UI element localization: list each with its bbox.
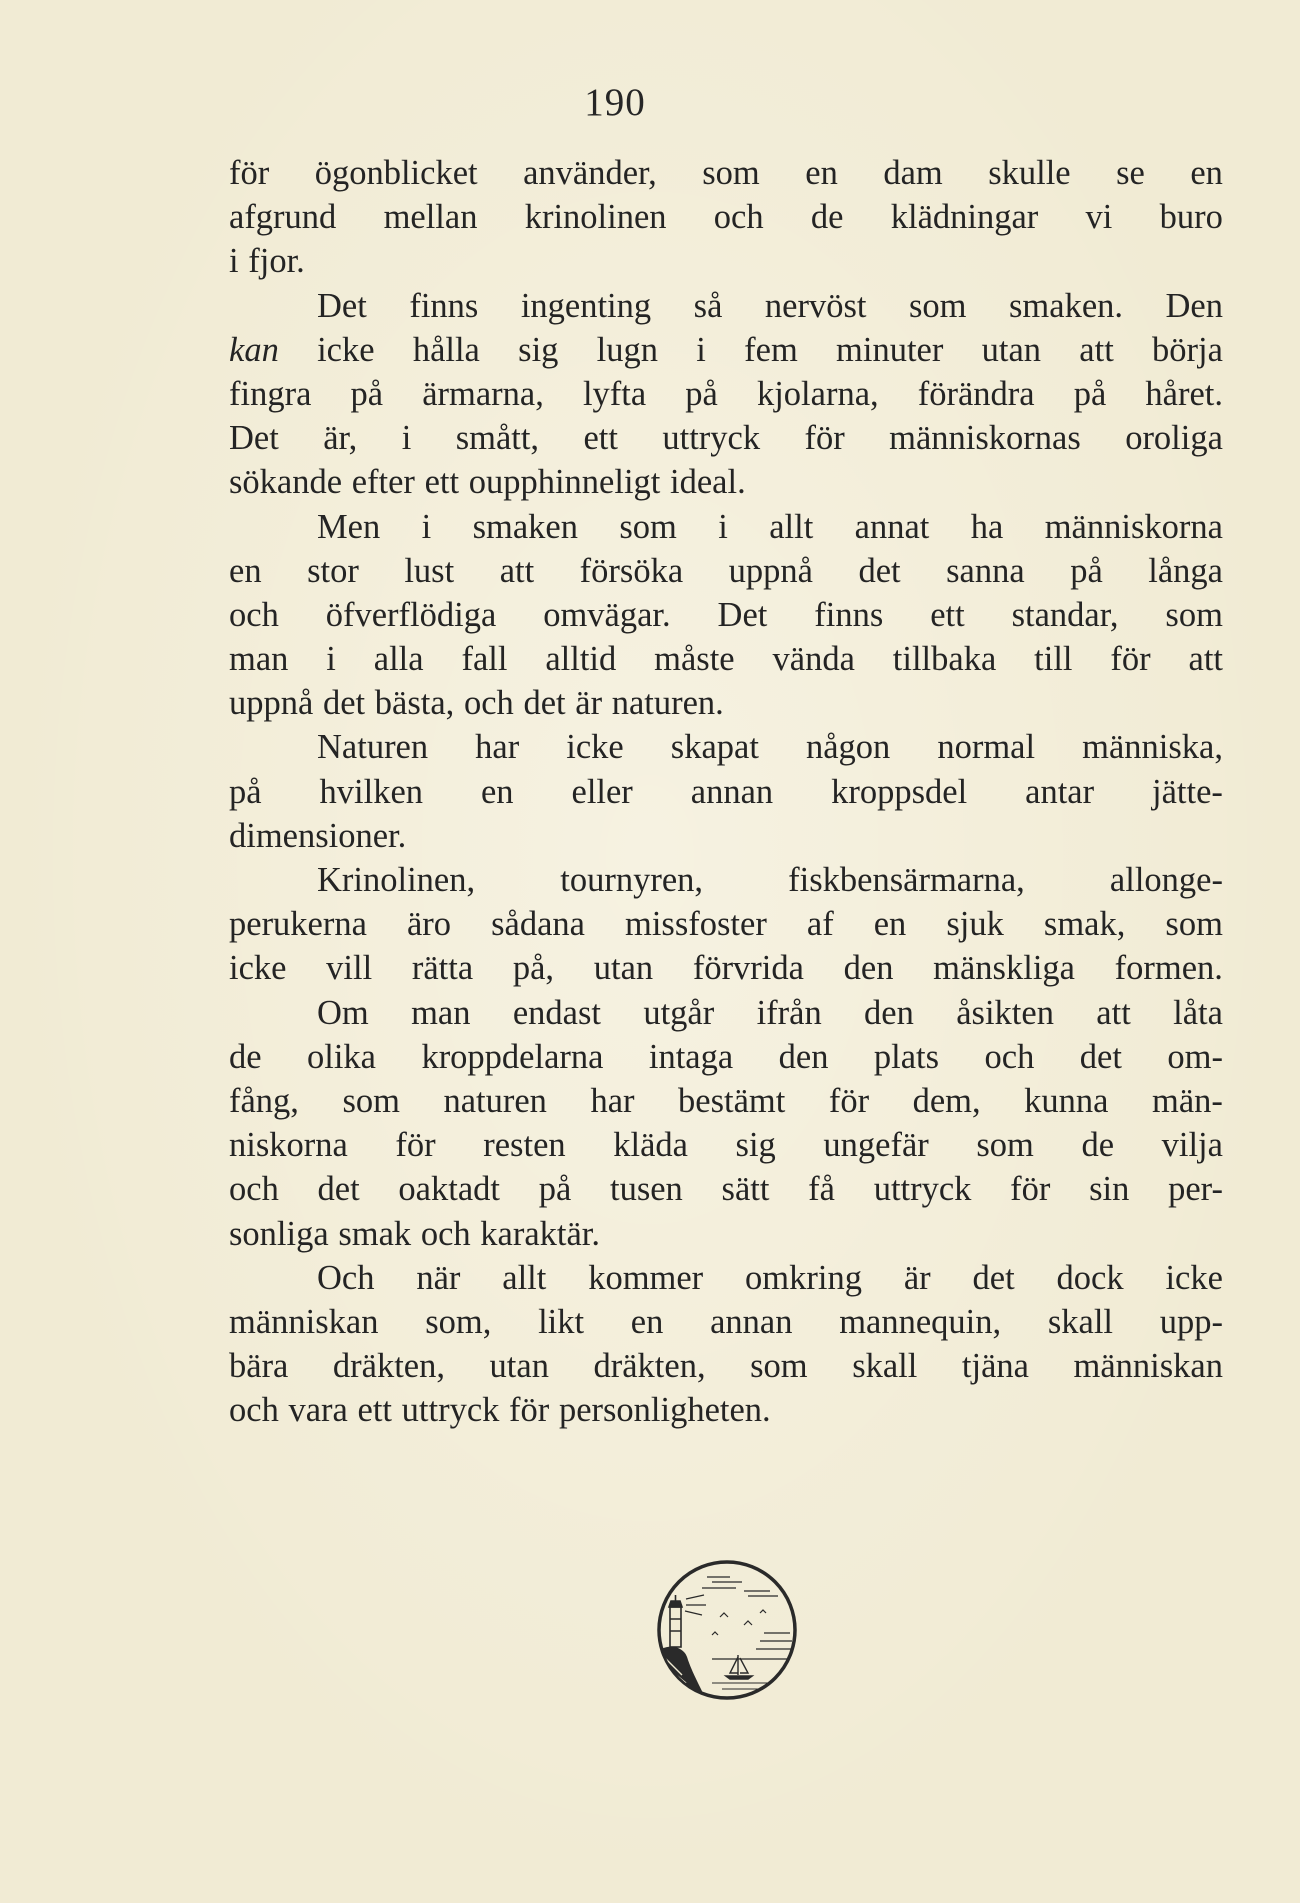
word: att	[1188, 640, 1223, 679]
text-line	[229, 1300, 1223, 1344]
word: låta	[1173, 993, 1223, 1032]
word: jätte-	[1152, 772, 1223, 811]
word: smått,	[455, 419, 540, 458]
word: den	[778, 1037, 829, 1076]
word: som	[1165, 595, 1223, 634]
word: intaga	[648, 1037, 734, 1076]
word: uttryck	[662, 419, 761, 458]
word: människornas	[889, 419, 1081, 458]
word: i	[229, 242, 239, 281]
word: långa	[1148, 551, 1223, 590]
word: icke	[566, 728, 624, 767]
word: har	[475, 728, 520, 767]
word: vill	[326, 949, 373, 988]
word: upp-	[1159, 1302, 1223, 1341]
word: ha	[970, 507, 1004, 546]
word: och	[463, 684, 514, 723]
text-line	[229, 1344, 1223, 1388]
word: efter	[351, 463, 415, 502]
word: ärmarna,	[422, 374, 544, 413]
word: smak	[338, 1214, 412, 1253]
word: utan	[593, 949, 654, 988]
text-line	[229, 1167, 1223, 1211]
word: att	[1079, 330, 1114, 369]
word: det	[317, 1170, 360, 1209]
word: formen.	[1114, 949, 1223, 988]
word: omkring	[745, 1258, 862, 1297]
word: uppnå	[728, 551, 813, 590]
word: förändra	[917, 374, 1035, 413]
word: uttryck	[401, 1391, 500, 1430]
word: hålla	[412, 330, 480, 369]
word: på	[1073, 374, 1107, 413]
word: ifrån	[756, 993, 822, 1032]
word: det	[523, 684, 566, 723]
word: på	[538, 1170, 572, 1209]
word: som	[976, 1126, 1034, 1165]
word: mellan	[383, 198, 478, 237]
word: sätt	[721, 1170, 770, 1209]
word: börja	[1152, 330, 1223, 369]
vignette-clouds	[702, 1577, 742, 1588]
word: ideal.	[670, 463, 746, 502]
page-number: 190	[584, 81, 646, 124]
word: och	[713, 198, 764, 237]
text-line	[229, 549, 1223, 593]
lighthouse-vignette-icon	[652, 1555, 802, 1705]
word: lyfta	[582, 374, 647, 413]
word: afgrund	[229, 198, 337, 237]
word: för	[1010, 1170, 1051, 1209]
word: smak,	[1043, 905, 1126, 944]
word: fingra	[229, 374, 312, 413]
word: allt	[502, 1258, 547, 1297]
word: karaktär.	[480, 1214, 601, 1253]
word: utan	[981, 330, 1042, 369]
text-line	[229, 858, 1223, 902]
vignette-lighthouse	[670, 1607, 681, 1647]
word: icke	[317, 330, 375, 369]
word: på,	[512, 949, 555, 988]
word: annan	[690, 772, 774, 811]
word: kunna	[1024, 1081, 1109, 1120]
word: och	[984, 1037, 1035, 1076]
word: alla	[373, 640, 424, 679]
word: en	[873, 905, 907, 944]
word: Krinolinen,	[317, 861, 476, 899]
word: det	[1079, 1037, 1122, 1076]
word: hvilken	[319, 772, 424, 811]
word: sig	[735, 1126, 776, 1165]
word: rätta	[411, 949, 474, 988]
word: Det	[717, 595, 768, 634]
text-line	[229, 814, 1223, 858]
word: allt	[769, 507, 814, 546]
text-line	[229, 460, 1223, 504]
word: det	[972, 1258, 1015, 1297]
word: plats	[873, 1037, 940, 1076]
word: dock	[1056, 1258, 1124, 1297]
word: äro	[406, 905, 452, 944]
text-line	[229, 1035, 1223, 1079]
word: eller	[571, 772, 633, 811]
word: icke	[229, 949, 287, 988]
word: bestämt	[678, 1081, 786, 1120]
word: minuter	[836, 330, 944, 369]
text-line	[229, 1388, 1223, 1432]
body-text	[229, 151, 1223, 1432]
word: bästa,	[374, 684, 455, 723]
word: en	[630, 1302, 664, 1341]
word: Om	[317, 993, 369, 1032]
word: måste	[654, 640, 735, 679]
word: af	[806, 905, 834, 944]
word: och	[420, 1214, 471, 1253]
word: Den	[1165, 286, 1223, 325]
word: som	[908, 286, 967, 325]
word: oupphinneligt	[468, 463, 661, 502]
word: skulle	[988, 154, 1071, 192]
word: tusen	[609, 1170, 683, 1209]
word: smaken.	[1009, 286, 1124, 325]
word: så	[693, 286, 723, 325]
word: krinolinen	[524, 198, 667, 237]
word: klädningar	[890, 198, 1039, 237]
word: de	[810, 198, 844, 237]
word: vara	[288, 1391, 348, 1430]
text-line	[229, 239, 1223, 283]
word: som	[342, 1081, 400, 1120]
word: finns	[814, 595, 884, 634]
text-line	[229, 1212, 1223, 1256]
text-line	[229, 151, 1223, 195]
word: bära	[229, 1347, 289, 1386]
word: Och	[317, 1258, 375, 1297]
word: på	[685, 374, 718, 413]
word: niskorna	[229, 1126, 348, 1165]
word: öfverflödiga	[325, 595, 497, 634]
word: vilja	[1161, 1126, 1223, 1165]
word: förvrida	[692, 949, 804, 988]
word: fjor.	[248, 242, 305, 281]
word: antar	[1025, 772, 1095, 811]
word: och	[229, 1170, 279, 1209]
word: och	[229, 595, 279, 634]
word: standar,	[1011, 595, 1119, 634]
word: när	[416, 1258, 461, 1297]
word: den	[864, 993, 914, 1032]
word: försöka	[579, 551, 684, 590]
word: dräkten,	[332, 1347, 445, 1386]
word: per-	[1168, 1170, 1223, 1209]
word: är	[575, 684, 603, 723]
word: dam	[883, 154, 943, 192]
word: skapat	[670, 728, 759, 767]
word: att	[499, 551, 535, 590]
word: kan	[229, 330, 279, 369]
word: man	[229, 640, 289, 679]
word: sig	[518, 330, 559, 369]
word: för	[828, 1081, 870, 1120]
word: olika	[307, 1037, 376, 1076]
word: skall	[852, 1347, 918, 1386]
word: uppnå	[229, 684, 314, 723]
text-line	[229, 328, 1223, 372]
word: kroppdelarna	[421, 1037, 604, 1076]
word: tillbaka	[892, 640, 997, 679]
word: sådana	[491, 905, 585, 944]
word: ett	[930, 595, 965, 634]
word: som	[1165, 905, 1223, 944]
word: fiskbensärmarna,	[788, 861, 1025, 899]
word: sökande	[229, 463, 343, 502]
word: dem,	[912, 1081, 981, 1120]
word: ett	[583, 419, 618, 458]
word: för	[229, 154, 270, 192]
word: sin	[1089, 1170, 1130, 1209]
word: Det	[317, 286, 367, 325]
word: människan	[229, 1302, 379, 1341]
word: en	[480, 772, 514, 811]
word: använder,	[523, 154, 657, 192]
word: i	[696, 330, 706, 369]
text-line	[229, 946, 1223, 990]
word: har	[590, 1081, 635, 1120]
text-line	[229, 416, 1223, 460]
word: nervöst	[764, 286, 867, 325]
word: som,	[425, 1302, 492, 1341]
word: fall	[461, 640, 508, 679]
word: de	[229, 1037, 262, 1076]
word: lust	[404, 551, 455, 590]
word: vända	[772, 640, 855, 679]
word: finns	[409, 286, 479, 325]
text-line	[229, 991, 1223, 1035]
word: resten	[483, 1126, 566, 1165]
word: naturen	[443, 1081, 547, 1120]
word: alltid	[545, 640, 617, 679]
word: den	[843, 949, 894, 988]
word: allonge-	[1109, 861, 1223, 899]
word: som	[619, 507, 677, 546]
text-line	[229, 1123, 1223, 1167]
word: om-	[1167, 1037, 1223, 1076]
word: ungefär	[823, 1126, 929, 1165]
word: personligheten.	[558, 1391, 771, 1430]
word: se	[1116, 154, 1145, 192]
word: på	[229, 772, 262, 811]
word: åsikten	[956, 993, 1054, 1032]
word: kläda	[613, 1126, 688, 1165]
word: ett	[424, 463, 460, 502]
word: smaken	[472, 507, 578, 546]
word: för	[1110, 640, 1151, 679]
word: det	[322, 684, 366, 723]
word: utan	[489, 1347, 549, 1386]
word: Det	[229, 419, 279, 458]
word: utgår	[643, 993, 715, 1032]
word: likt	[538, 1302, 585, 1341]
word: normal	[937, 728, 1036, 767]
word: och	[229, 1391, 279, 1430]
word: omvägar.	[543, 595, 671, 634]
text-line	[229, 505, 1223, 549]
vignette-birds	[712, 1610, 766, 1635]
word: för	[395, 1126, 436, 1165]
word: annan	[710, 1302, 793, 1341]
word: som	[750, 1347, 808, 1386]
word: oaktadt	[398, 1170, 500, 1209]
word: ett	[357, 1391, 392, 1430]
word: människa,	[1082, 728, 1223, 767]
word: fång,	[229, 1081, 299, 1120]
word: stor	[307, 551, 359, 590]
word: skall	[1047, 1302, 1114, 1341]
word: fem	[744, 330, 798, 369]
word: i	[401, 419, 412, 458]
vignette-sailboat	[730, 1655, 748, 1675]
word: i	[718, 507, 728, 546]
text-line	[229, 681, 1223, 725]
word: man	[411, 993, 471, 1032]
word: Naturen	[317, 728, 429, 767]
word: mänskliga	[933, 949, 1075, 988]
word: missfoster	[625, 905, 767, 944]
text-line	[229, 770, 1223, 814]
word: perukerna	[229, 905, 367, 944]
word: ögonblicket	[314, 154, 478, 192]
word: en	[805, 154, 838, 192]
word: Men	[317, 507, 381, 546]
word: naturen.	[611, 684, 724, 723]
word: sjuk	[946, 905, 1004, 944]
text-line	[229, 637, 1223, 681]
word: uttryck	[873, 1170, 972, 1209]
word: i	[326, 640, 336, 679]
text-line	[229, 372, 1223, 416]
word: sanna	[946, 551, 1025, 590]
word: lugn	[596, 330, 659, 369]
text-line	[229, 1079, 1223, 1123]
word: på	[350, 374, 384, 413]
word: på	[1070, 551, 1103, 590]
word: att	[1096, 993, 1131, 1032]
word: ingenting	[520, 286, 652, 325]
text-line	[229, 284, 1223, 328]
word: få	[808, 1170, 835, 1209]
text-line	[229, 1256, 1223, 1300]
word: är,	[323, 419, 358, 458]
word: är	[903, 1258, 931, 1297]
word: tjäna	[961, 1347, 1029, 1386]
word: tournyren,	[560, 861, 704, 899]
word: dimensioner.	[229, 816, 407, 855]
word: buro	[1159, 198, 1223, 237]
word: till	[1034, 640, 1073, 679]
word: en	[1190, 154, 1223, 192]
word: annat	[854, 507, 930, 546]
word: som	[702, 154, 760, 192]
word: kroppsdel	[831, 772, 968, 811]
word: icke	[1165, 1258, 1223, 1297]
word: människan	[1073, 1347, 1223, 1386]
vignette-sea	[712, 1633, 792, 1659]
word: håret.	[1145, 374, 1223, 413]
word: kommer	[588, 1258, 704, 1297]
word: det	[858, 551, 901, 590]
text-line	[229, 902, 1223, 946]
text-line	[229, 195, 1223, 239]
word: vi	[1085, 198, 1113, 237]
word: endast	[512, 993, 601, 1032]
text-line	[229, 593, 1223, 637]
word: för	[509, 1391, 550, 1430]
word: mannequin,	[839, 1302, 1002, 1341]
word: de	[1081, 1126, 1115, 1165]
word: i	[421, 507, 432, 546]
word: människorna	[1044, 507, 1223, 546]
word: män-	[1152, 1081, 1223, 1120]
word: någon	[805, 728, 891, 767]
word: sonliga	[229, 1214, 329, 1253]
word: kjolarna,	[756, 374, 879, 413]
word: en	[229, 551, 262, 590]
word: oroliga	[1125, 419, 1223, 458]
text-line	[229, 725, 1223, 769]
word: för	[804, 419, 845, 458]
word: dräkten,	[593, 1347, 706, 1386]
